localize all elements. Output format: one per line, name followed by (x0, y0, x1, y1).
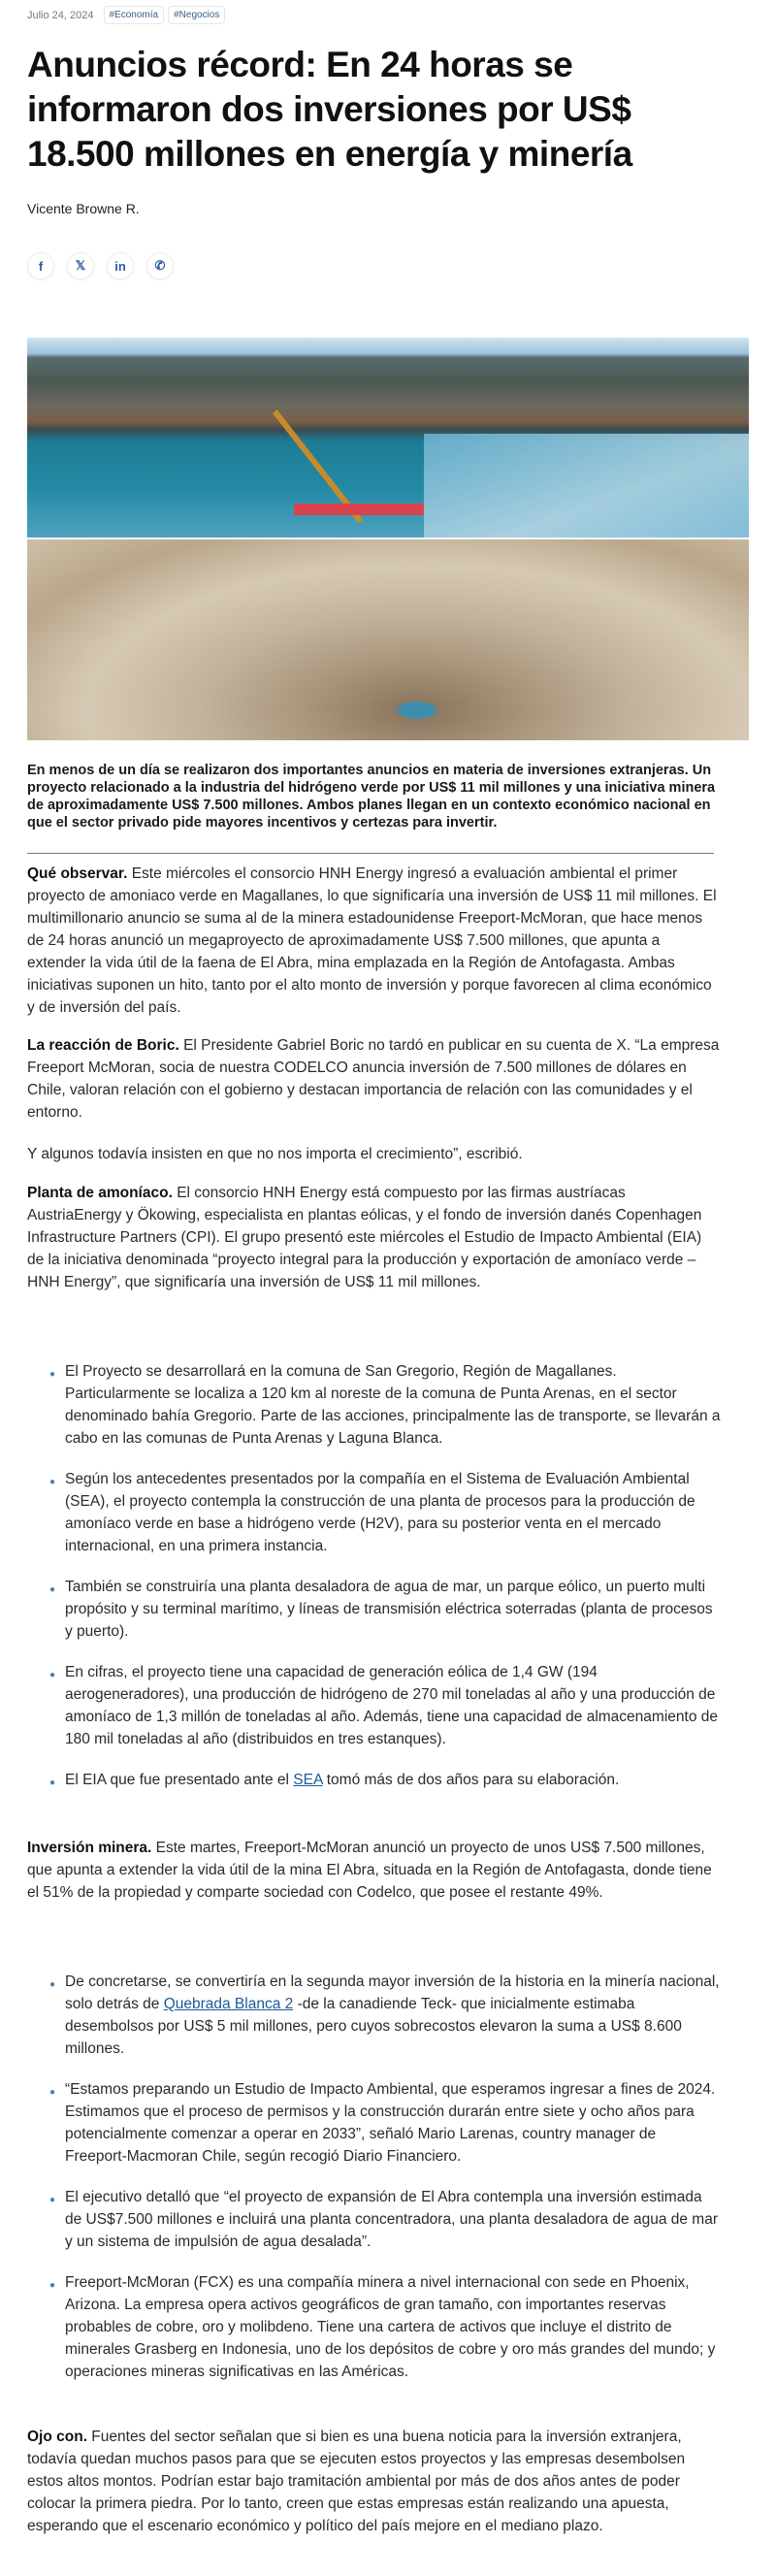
whatsapp-icon[interactable]: ✆ (146, 252, 174, 279)
x-icon[interactable]: 𝕏 (67, 252, 94, 279)
paragraph-boric-quote: Y algunos todavía insisten en que no nos importa el crecimiento”, escribió. (27, 1146, 523, 1162)
list-item: ● En cifras, el proyecto tiene una capacidad de generación eólica de 1,4 GW (194 aerogeneradores), una producción de hidrógeno de 270 mil toneladas al año y una producción de amoníaco de 1,3 millón de toneladas al año. Además, tiene una capacidad de almacenamiento de 180 mil toneladas al año (distribuidos en tres estanques). (49, 1664, 718, 1747)
article-lead: En menos de un día se realizaron dos importantes anuncios en materia de inversiones extranjeras. Un proyecto relacionado a la industria del hidrógeno verde por US$ 11 mil millones y una iniciativa minera de aproximadamente US$ 7.500 millones. Ambos planes llegan en un contexto económico nacional en que el sector privado pide mayores incentivos y certezas para invertir. (27, 763, 716, 831)
bullet-icon: ● (49, 2087, 56, 2098)
bullet-icon: ● (49, 1670, 56, 1680)
author-name[interactable]: Vicente Browne R. (27, 201, 140, 216)
paragraph-que-observar: Qué observar. Este miércoles el consorcio HNH Energy ingresó a evaluación ambiental el primer proyecto de amoniaco verde en Magallanes, lo que significaría una inversión de US$ 11 mil millones. El multimillonario anuncio se suma al de la minera estadounidense Freeport-McMoran, que hace menos de 24 horas anunció un megaproyecto de aproximadamente US$ 7.500 millones, que apunta a extender la vida útil de la faena de El Abra, mina emplazada en la Región de Antofagasta. Ambas iniciativas suponen un hito, tanto por el alto monto de inversión y porque favorecen al clima económico y de inversión del país. (27, 865, 717, 1016)
list-item: ● El Proyecto se desarrollará en la comuna de San Gregorio, Región de Magallanes. Particularmente se localiza a 120 km al noreste de la comuna de Punta Arenas, en el sector denominado bahía Gregorio. Parte de las acciones, principalmente las de transporte, se llevarán a cabo en las comunas de Punta Arenas y Laguna Blanca. (49, 1363, 721, 1447)
list-item: ● El EIA que fue presentado ante el SEA tomó más de dos años para su elaboración. (27, 1769, 722, 1791)
article-meta (27, 6, 225, 24)
tag-negocios[interactable]: #Negocios (168, 6, 225, 24)
list-item: ● De concretarse, se convertiría en la segunda mayor inversión de la historia en la minería nacional, solo detrás de Quebrada Blanca 2 -de la canadiende Teck- que inicialmente estimaba desembolsos por US$ 5 mil millones, pero cuyos sobrecostos elevaron la suma a US$ 8.600 millones. (49, 1973, 720, 2057)
quebrada-blanca-link[interactable]: Quebrada Blanca 2 (163, 1996, 294, 2012)
bullet-icon: ● (49, 1584, 56, 1595)
bullet-icon: ● (49, 2280, 56, 2291)
hero-image-mine (27, 539, 749, 740)
paragraph-inversion-minera: Inversión minera. Este martes, Freeport-McMoran anunció un proyecto de unos US$ 7.500 millones, que apunta a extender la vida útil de la mina El Abra, situada en la Región de Antofagasta, donde tiene el 51% de la propiedad y comparte sociedad con Codelco, que posee el restante 49%. (27, 1840, 712, 1901)
list-item: ● Según los antecedentes presentados por la compañía en el Sistema de Evaluación Ambiental (SEA), el proyecto contempla la construcción de una planta de procesos para la producción de amoníaco verde en base a hidrógeno verde (H2V), para su posterior venta en el mercado internacional, en una primera instancia. (49, 1471, 695, 1554)
planta-bullet-list (27, 1360, 722, 1810)
paragraph-planta-amoniaco: Planta de amoníaco. El consorcio HNH Energy está compuesto por las firmas austríacas AustriaEnergy y Ökowing, especialista en plantas eólicas, y el fondo de inversión danés Copenhagen Infrastructure Partners (CPI). El grupo presentó este miércoles el Estudio de Impacto Ambiental (EIA) de la iniciativa denominada “proyecto integral para la producción y exportación de amoníaco verde – HNH Energy”, que significaría una inversión de US$ 11 mil millones. (27, 1185, 702, 1290)
bullet-icon: ● (49, 1777, 56, 1788)
list-item: ● También se construiría una planta desaladora de agua de mar, un parque eólico, un puerto multi propósito y su terminal marítimo, y líneas de transmisión eléctrica soterradas (planta de procesos y puerto). (49, 1579, 713, 1640)
bullet-icon: ● (49, 1979, 56, 1990)
facebook-icon[interactable]: f (27, 252, 54, 279)
bullet-icon: ● (49, 1369, 56, 1380)
bullet-icon: ● (49, 1477, 56, 1487)
paragraph-reaccion-boric: La reacción de Boric. El Presidente Gabriel Boric no tardó en publicar en su cuenta de X. “La empresa Freeport McMoran, socia de nuestra CODELCO anuncia inversión de 7.500 millones de dólares en Chile, valoran relación con el gobierno y destacan importancia de relación con las comunidades y el entorno. (27, 1037, 720, 1121)
publish-date: Julio 24, 2024 (27, 9, 94, 21)
list-item: ● Freeport-McMoran (FCX) es una compañía minera a nivel internacional con sede en Phoenix, Arizona. La empresa opera activos geográficos de gran tamaño, con importantes reservas probables de cobre, oro y molibdeno. Tiene una cartera de activos que incluye el distrito de minerales Grasberg en Indonesia, uno de los depósitos de cobre y oro más grandes del mundo; y operaciones mineras significativas en las Américas. (49, 2274, 716, 2380)
tag-economia[interactable]: #Economía (104, 6, 165, 24)
paragraph-ojo-con: Ojo con. Fuentes del sector señalan que si bien es una buena noticia para la inversión extranjera, todavía quedan muchos pasos para que se ejecuten estos proyectos y las empresas desembolsen estos altos montos. Podrían estar bajo tramitación ambiental por más de dos años antes de poder colocar la primera piedra. Por lo tanto, creen que estas empresas están realizando una apuesta, esperando que el escenario económico y político del país mejore en el mediano plazo. (27, 2429, 686, 2534)
hero-image-port (27, 338, 749, 538)
bullet-icon: ● (49, 2195, 56, 2205)
social-share (27, 252, 174, 279)
divider (27, 853, 714, 854)
sea-link[interactable]: SEA (293, 1772, 323, 1788)
minera-bullet-list (27, 1971, 722, 2401)
article-title: Anuncios récord: En 24 horas se informaron dos inversiones por US$ 18.500 millones en energía y minería (27, 45, 632, 174)
list-item: ● El ejecutivo detalló que “el proyecto de expansión de El Abra contempla una inversión estimada de US$7.500 millones e incluirá una planta concentradora, una planta desaladora de agua de mar y un sistema de impulsión de agua desalada”. (49, 2189, 718, 2250)
list-item: ● “Estamos preparando un Estudio de Impacto Ambiental, que esperamos ingresar a fines de 2024. Estimamos que el proceso de permisos y la construcción durarán entre siete y ocho años para potencialmente comenzar a operar en 2033”, señaló Mario Larenas, country manager de Freeport-Macmoran Chile, según recogió Diario Financiero. (49, 2081, 716, 2165)
linkedin-icon[interactable]: in (107, 252, 134, 279)
